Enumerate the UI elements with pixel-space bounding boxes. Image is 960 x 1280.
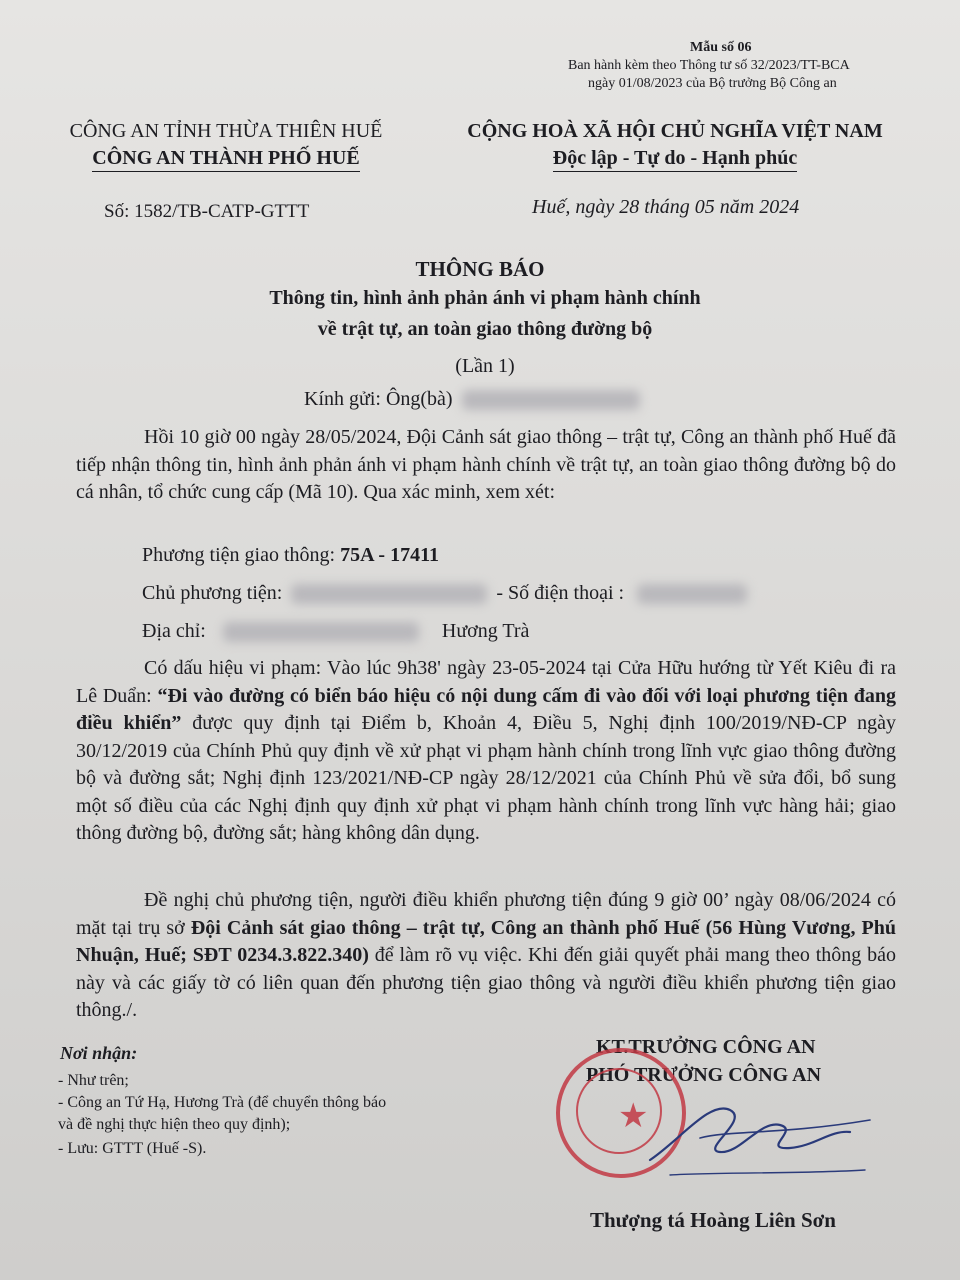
signer-role-2: PHÓ TRƯỞNG CÔNG AN xyxy=(586,1064,822,1086)
request-prefix: Đề nghị chủ phương tiện, người điều khiển phương tiện đúng 9 giờ 00’ ngày 08/06/2024 có mặt tại trụ sở xyxy=(76,889,896,939)
vehicle-label: Phương tiện giao thông: xyxy=(142,544,336,566)
request-paragraph xyxy=(76,887,896,1025)
redacted-address xyxy=(223,622,419,642)
redacted-recipient-name xyxy=(462,390,640,410)
signer-name: Thượng tá Hoàng Liên Sơn xyxy=(590,1208,836,1232)
signer-role-1: KT.TRƯỞNG CÔNG AN xyxy=(596,1036,816,1058)
document-subtitle-2: về trật tự, an toàn giao thông đường bộ xyxy=(317,318,653,340)
document-subtitle-1: Thông tin, hình ảnh phản ánh vi phạm hành chính xyxy=(269,287,701,309)
agency-name: CÔNG AN THÀNH PHỐ HUẾ xyxy=(46,147,406,172)
document-number: Số: 1582/TB-CATP-GTTT xyxy=(104,201,310,222)
intro-paragraph: Hồi 10 giờ 00 ngày 28/05/2024, Đội Cảnh sát giao thông – trật tự, Công an thành phố Huế đã tiếp nhận thông tin, hình ảnh phản ánh vi phạm hành chính về trật tự, an toàn giao thông đường bộ do cá nhân, tổ chức cung cấp (Mã 10). Qua xác minh, xem xét: xyxy=(76,426,896,503)
owner-label: Chủ phương tiện: xyxy=(142,582,283,604)
recipient-item-1: - Như trên; xyxy=(58,1072,129,1089)
address-line xyxy=(142,618,529,646)
seal-star-icon: ★ xyxy=(618,1098,649,1135)
request-place: Đội Cảnh sát giao thông – trật tự, Công an thành phố Huế (56 Hùng Vương, Phú Nhuận, Huế; SĐT 0234.3.822.340) xyxy=(76,916,896,966)
handwritten-signature xyxy=(640,1080,880,1190)
recipients-title: Nơi nhận: xyxy=(60,1043,138,1063)
address-label: Địa chỉ: xyxy=(142,620,206,642)
violation-prefix: Có dấu hiệu vi phạm: Vào lúc 9h38' ngày 23-05-2024 tại Cửa Hữu hướng từ Yết Kiêu đi ra Lê Duẩn: xyxy=(76,657,896,707)
redacted-phone xyxy=(637,584,747,604)
request-suffix: để làm rõ vụ việc. Khi đến giải quyết phải mang theo thông báo này và các giấy tờ có liên quan đến phương tiện giao thông và người điều khiển phương tiện giao thông./. xyxy=(76,944,897,1021)
nation-motto: Độc lập - Tự do - Hạnh phúc xyxy=(440,147,910,172)
license-plate: 75A - 17411 xyxy=(340,544,439,566)
violation-paragraph xyxy=(76,655,896,848)
nation-name: CỘNG HOÀ XÃ HỘI CHỦ NGHĨA VIỆT NAM xyxy=(467,120,883,142)
recipient-line xyxy=(304,386,640,414)
place-date: Huế, ngày 28 tháng 05 năm 2024 xyxy=(532,196,800,218)
form-issued-with: Ban hành kèm theo Thông tư số 32/2023/TT-BCA xyxy=(568,58,850,73)
parent-agency: CÔNG AN TỈNH THỪA THIÊN HUẾ xyxy=(69,120,383,142)
recipient-item-2: - Công an Tứ Hạ, Hương Trà (để chuyển thông báo xyxy=(58,1094,387,1111)
vehicle-line xyxy=(142,542,439,570)
violation-legal-basis: được quy định tại Điểm b, Khoản 4, Điều 5, Nghị định 100/2019/NĐ-CP ngày 30/12/2019 của Chính Phủ quy định về xử phạt vi phạm hành chính trong lĩnh vực giao thông đường bộ và đường sắt; Nghị định 123/2021/NĐ-CP ngày 28/12/2021 của Chính Phủ về sửa đổi, bổ sung một số điều của các Nghị định quy định xử phạt vi phạm hành chính trong lĩnh vực hàng hải; giao thông đường bộ, đường sắt; hàng không dân dụng. xyxy=(76,712,896,844)
recipient-item-2-cont: và đề nghị thực hiện theo quy định); xyxy=(58,1116,291,1133)
form-number: Mẫu số 06 xyxy=(690,40,752,55)
form-issued-date: ngày 01/08/2023 của Bộ trưởng Bộ Công an xyxy=(588,76,837,91)
recipient-item-3: - Lưu: GTTT (Huế -S). xyxy=(58,1140,207,1157)
attempt-number: (Lần 1) xyxy=(455,355,515,377)
owner-line xyxy=(142,580,747,608)
phone-label: - Số điện thoại : xyxy=(496,582,625,604)
redacted-owner-name xyxy=(291,584,487,604)
address-district: Hương Trà xyxy=(441,620,530,642)
violation-act: “Đi vào đường có biển báo hiệu có nội dung cấm đi vào đối với loại phương tiện đang điều khiển” xyxy=(76,684,896,734)
document-title: THÔNG BÁO xyxy=(415,257,545,281)
recipient-label: Kính gửi: Ông(bà) xyxy=(304,388,453,410)
